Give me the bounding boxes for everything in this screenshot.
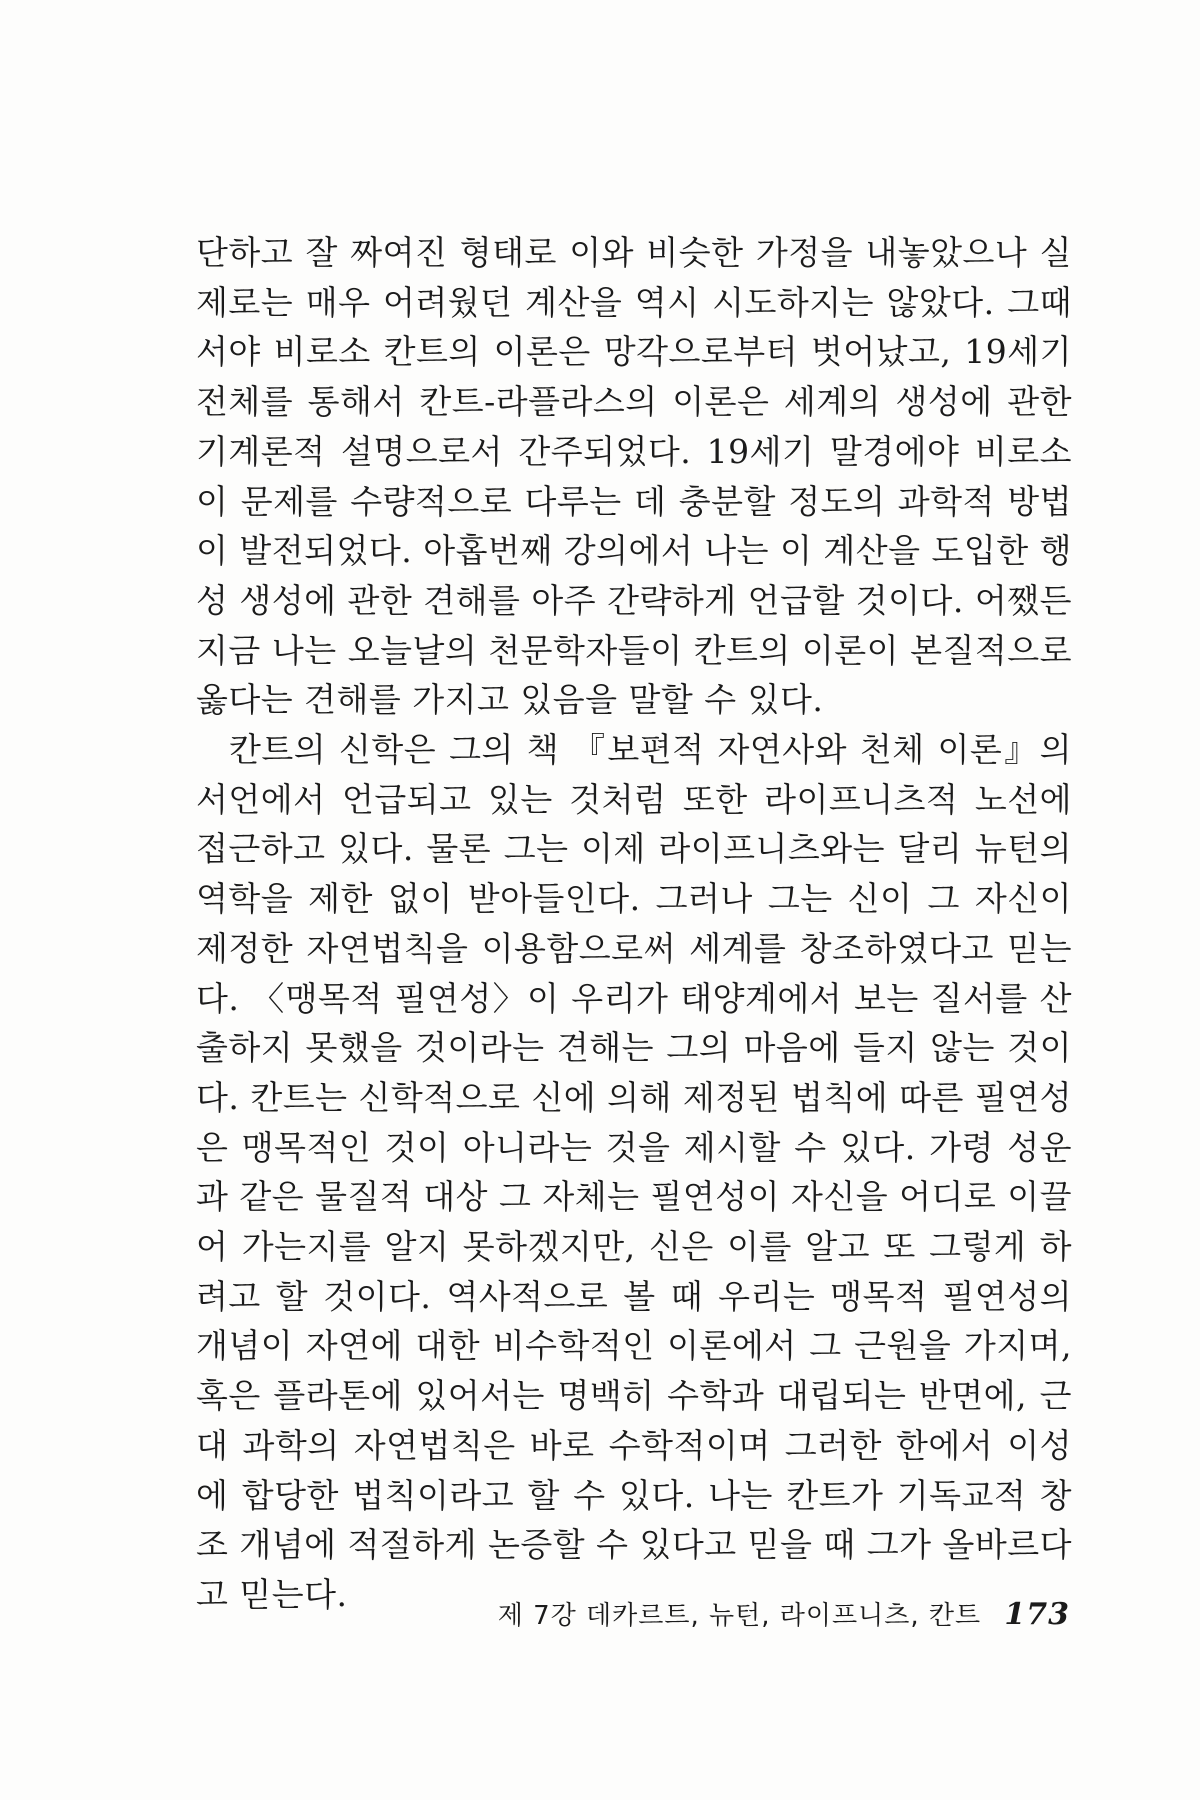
running-footer — [470, 1595, 1070, 1632]
page-number: 173 — [1004, 1597, 1070, 1632]
body-text — [196, 228, 1072, 1620]
paragraph: 단하고 잘 짜여진 형태로 이와 비슷한 가정을 내놓았으나 실제로는 매우 어려웠던 계산을 역시 시도하지는 않았다. 그때서야 비로소 칸트의 이론은 망각으로부터 벗어났고, 19세기 전체를 통해서 칸트-라플라스의 이론은 세계의 생성에 관한 기계론적 설명으로서 간주되었다. 19세기 말경에야 비로소 이 문제를 수량적으로 다루는 데 충분할 정도의 과학적 방법이 발전되었다. 아홉번째 강의에서 나는 이 계산을 도입한 행성 생성에 관한 견해를 아주 간략하게 언급할 것이다. 어쨌든 지금 나는 오늘날의 천문학자들이 칸트의 이론이 본질적으로 옳다는 견해를 가지고 있음을 말할 수 있다. — [196, 233, 1072, 720]
paragraph: 칸트의 신학은 그의 책 『보편적 자연사와 천체 이론』의 서언에서 언급되고 있는 것처럼 또한 라이프니츠적 노선에 접근하고 있다. 물론 그는 이제 라이프니츠와는 달리 뉴턴의 역학을 제한 없이 받아들인다. 그러나 그는 신이 그 자신이 제정한 자연법칙을 이용함으로써 세계를 창조하였다고 믿는다. 〈맹목적 필연성〉이 우리가 태양계에서 보는 질서를 산출하지 못했을 것이라는 견해는 그의 마음에 들지 않는 것이다. 칸트는 신학적으로 신에 의해 제정된 법칙에 따른 필연성은 맹목적인 것이 아니라는 것을 제시할 수 있다. 가령 성운과 같은 물질적 대상 그 자체는 필연성이 자신을 어디로 이끌어 가는지를 알지 못하겠지만, 신은 이를 알고 또 그렇게 하려고 할 것이다. 역사적으로 볼 때 우리는 맹목적 필연성의 개념이 자연에 대한 비수학적인 이론에서 그 근원을 가지며, 혹은 플라톤에 있어서는 명백히 수학과 대립되는 반면에, 근대 과학의 자연법칙은 바로 수학적이며 그러한 한에서 이성에 합당한 법칙이라고 할 수 있다. 나는 칸트가 기독교적 창조 개념에 적절하게 논증할 수 있다고 믿을 때 그가 올바르다고 믿는다. — [196, 730, 1072, 1614]
chapter-running-head: 제 7강 데카르트, 뉴턴, 라이프니츠, 칸트 — [497, 1601, 982, 1631]
